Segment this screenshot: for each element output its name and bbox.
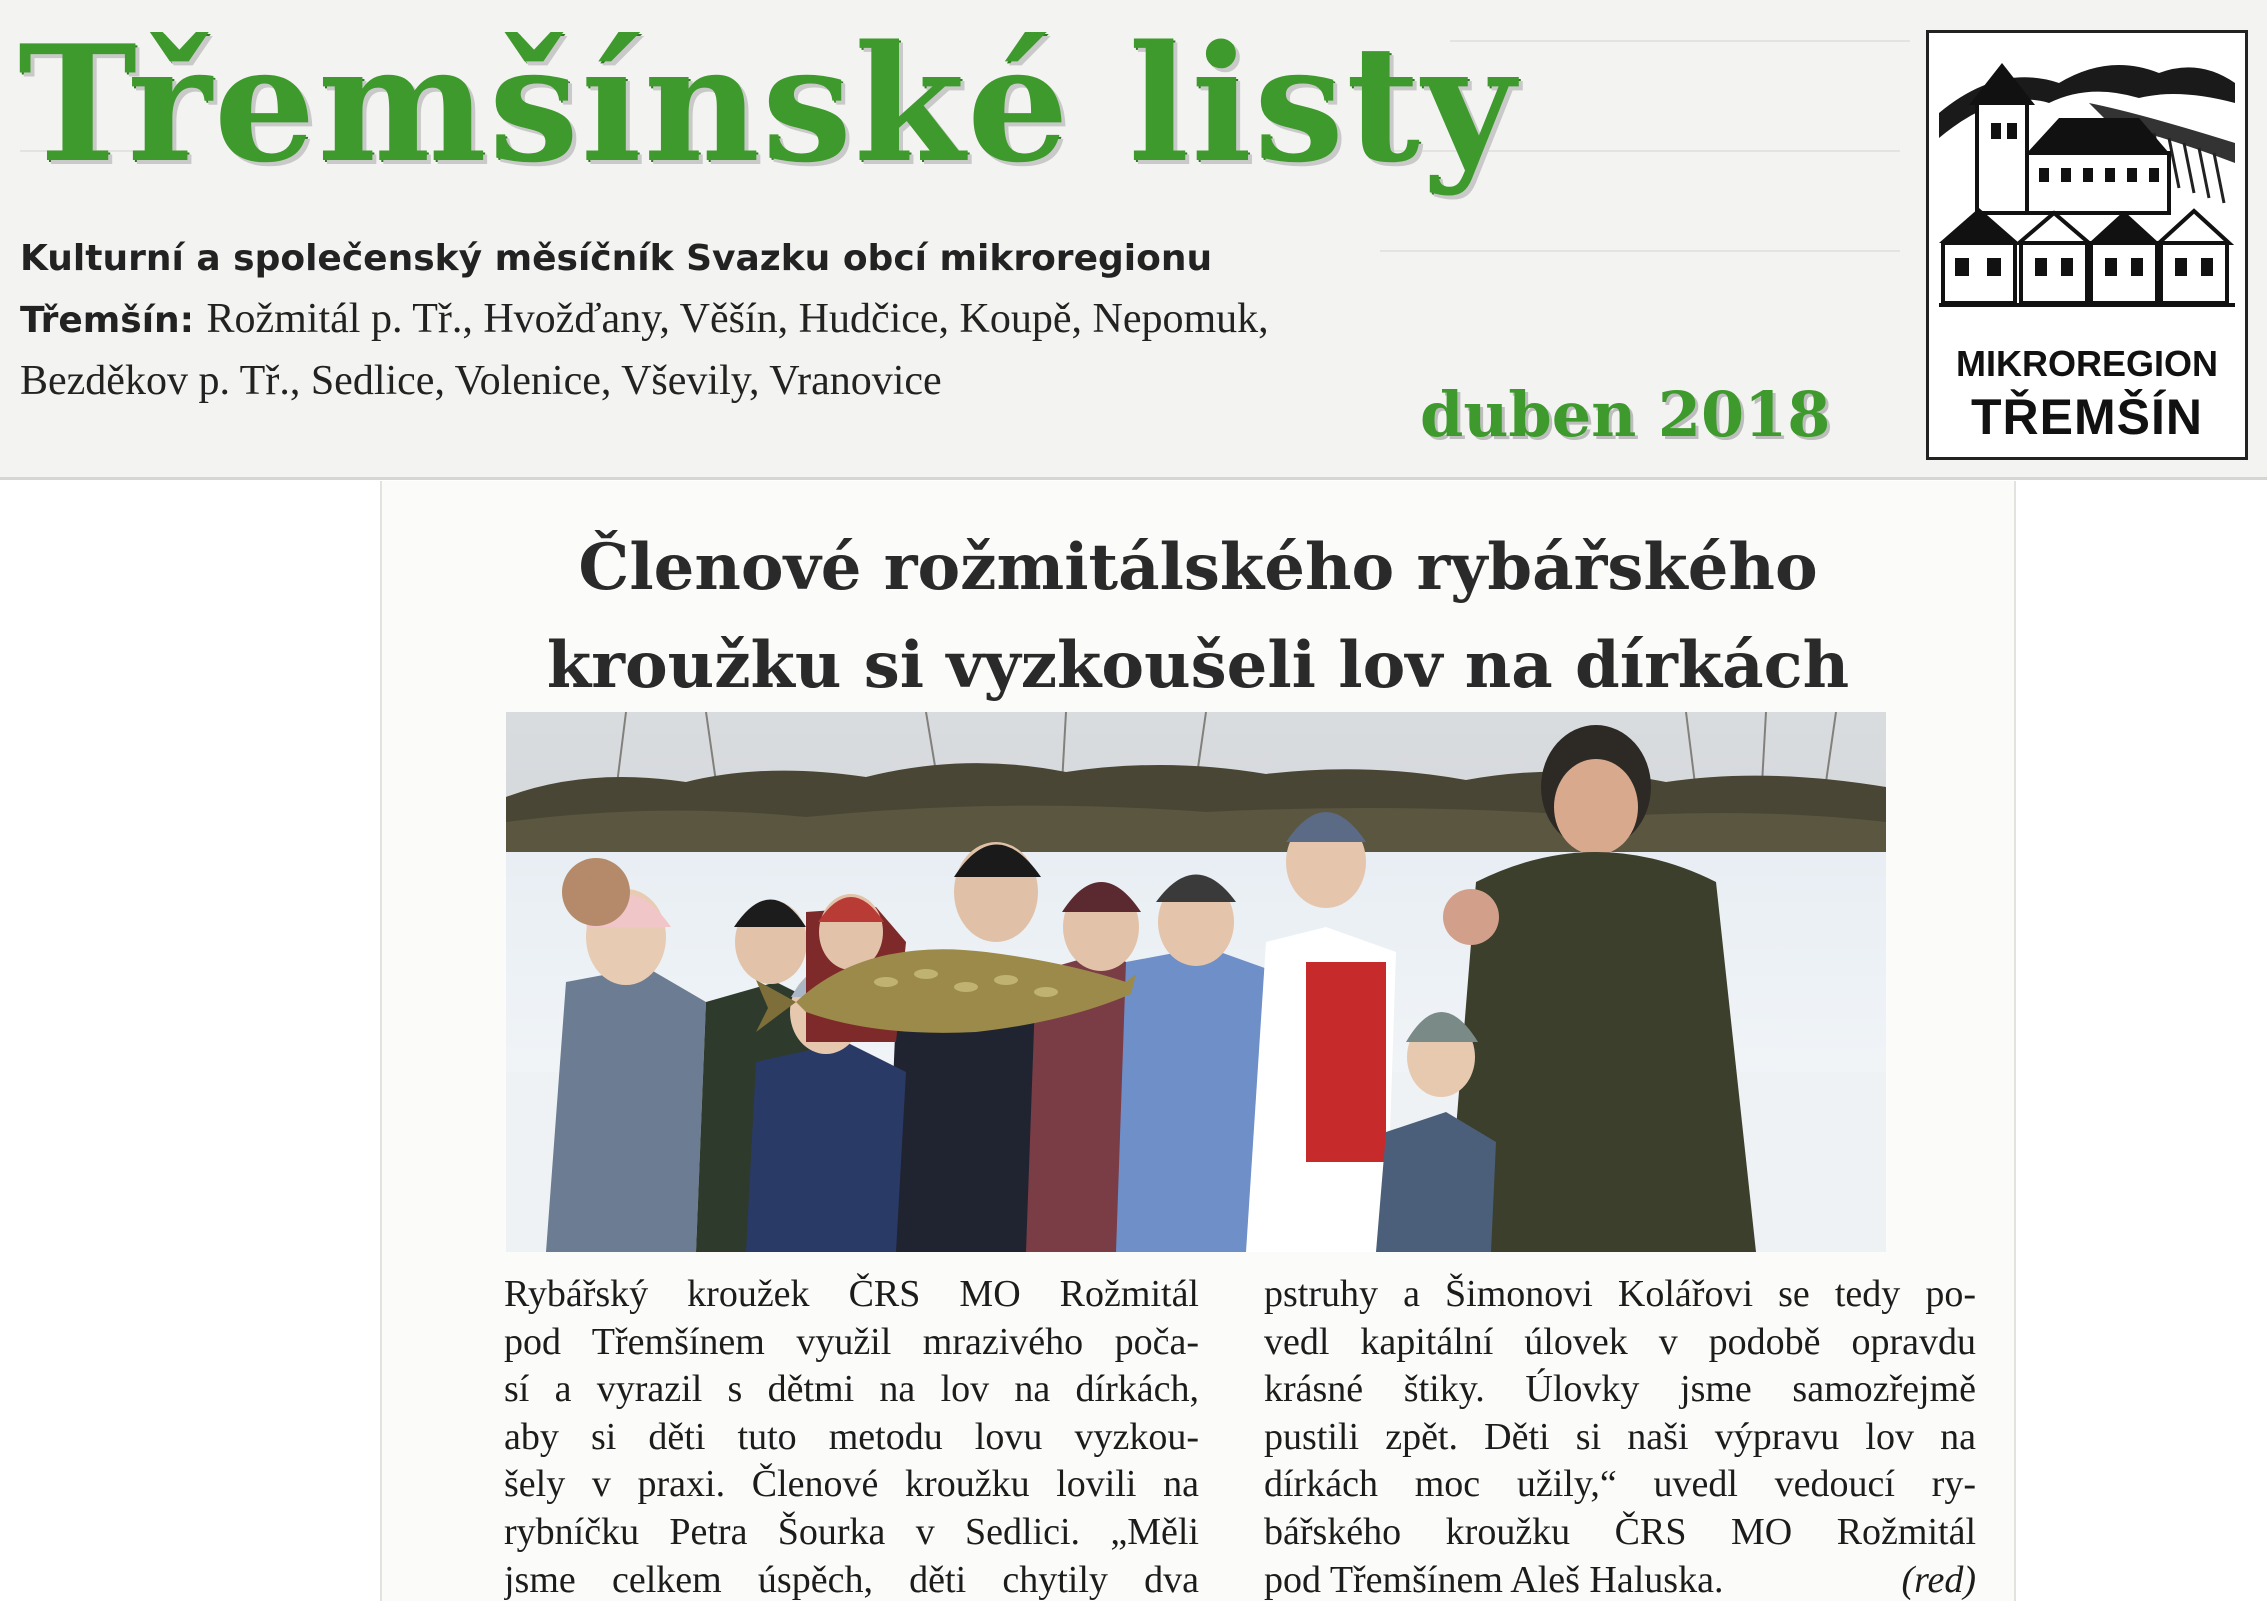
col1-line: pod Třemšínem využil mrazivého poča- [504, 1320, 1199, 1363]
col2-line: dírkách moc užily,“ uvedl vedoucí ry- [1264, 1463, 1976, 1506]
issue-date: duben 2018 [1420, 378, 1831, 451]
col1-line: Rybářský kroužek ČRS MO Rožmitál [504, 1273, 1199, 1315]
castle-illustration [1939, 43, 2235, 333]
col2-line: vedl kapitální úlovek v podobě opravdu [1264, 1320, 1976, 1363]
col2-line: bářského kroužku ČRS MO Rožmitál [1264, 1510, 1976, 1553]
subtitle-bold: Kulturní a společenský měsíčník Svazku obcí mikroregionu Třemšín: [20, 238, 1213, 341]
logo-text-mikroregion: MIKROREGION [1955, 343, 2218, 384]
col1-line: sí a vyrazil s dětmi na lov na dírkách, [504, 1368, 1199, 1411]
col2-line: pstruhy a Šimonovi Kolářovi se tedy po- [1264, 1273, 1976, 1315]
newspaper-subtitle [20, 228, 1320, 412]
masthead [0, 0, 2267, 480]
article-column-1 [504, 1271, 1199, 1604]
col2-line: pustili zpět. Děti si naši výpravu lov na [1264, 1415, 1976, 1458]
col1-line: jsme celkem úspěch, děti chytily dva [504, 1558, 1199, 1601]
headline-line-1: Členové rožmitálského rybářského [578, 530, 1818, 605]
mikroregion-logo [1926, 30, 2248, 460]
article-column-2 [1264, 1271, 1976, 1604]
col1-line: aby si děti tuto metodu lovu vyzkou- [504, 1415, 1199, 1458]
col1-line: šely v praxi. Členové kroužku lovili na [504, 1463, 1199, 1506]
logo-text-tremsin: TŘEMŠÍN [1971, 389, 2203, 445]
article [380, 481, 2016, 1601]
col1-line: rybníčku Petra Šourka v Sedlici. „Měli [504, 1510, 1199, 1553]
article-headline [382, 519, 2014, 715]
newspaper-title: Třemšínské listy [18, 10, 1517, 198]
byline: (red) [1901, 1558, 1976, 1601]
col2-line: krásné štiky. Úlovky jsme samozřejmě [1264, 1368, 1976, 1411]
col2-line: pod Třemšínem Aleš Haluska. [1264, 1558, 1724, 1601]
col2-last-line [1264, 1557, 1976, 1604]
children-ice-fishing-photo [506, 712, 1886, 1252]
subtitle-municipalities: Rožmitál p. Tř., Hvožďany, Věšín, Hudčice, Koupě, Nepomuk, Bezděkov p. Tř., Sedlice, Volenice, Vševily, Vranovice [20, 296, 1269, 404]
article-photo [506, 712, 1886, 1252]
headline-line-2: kroužku si vyzkoušeli lov na dírkách [546, 628, 1850, 703]
